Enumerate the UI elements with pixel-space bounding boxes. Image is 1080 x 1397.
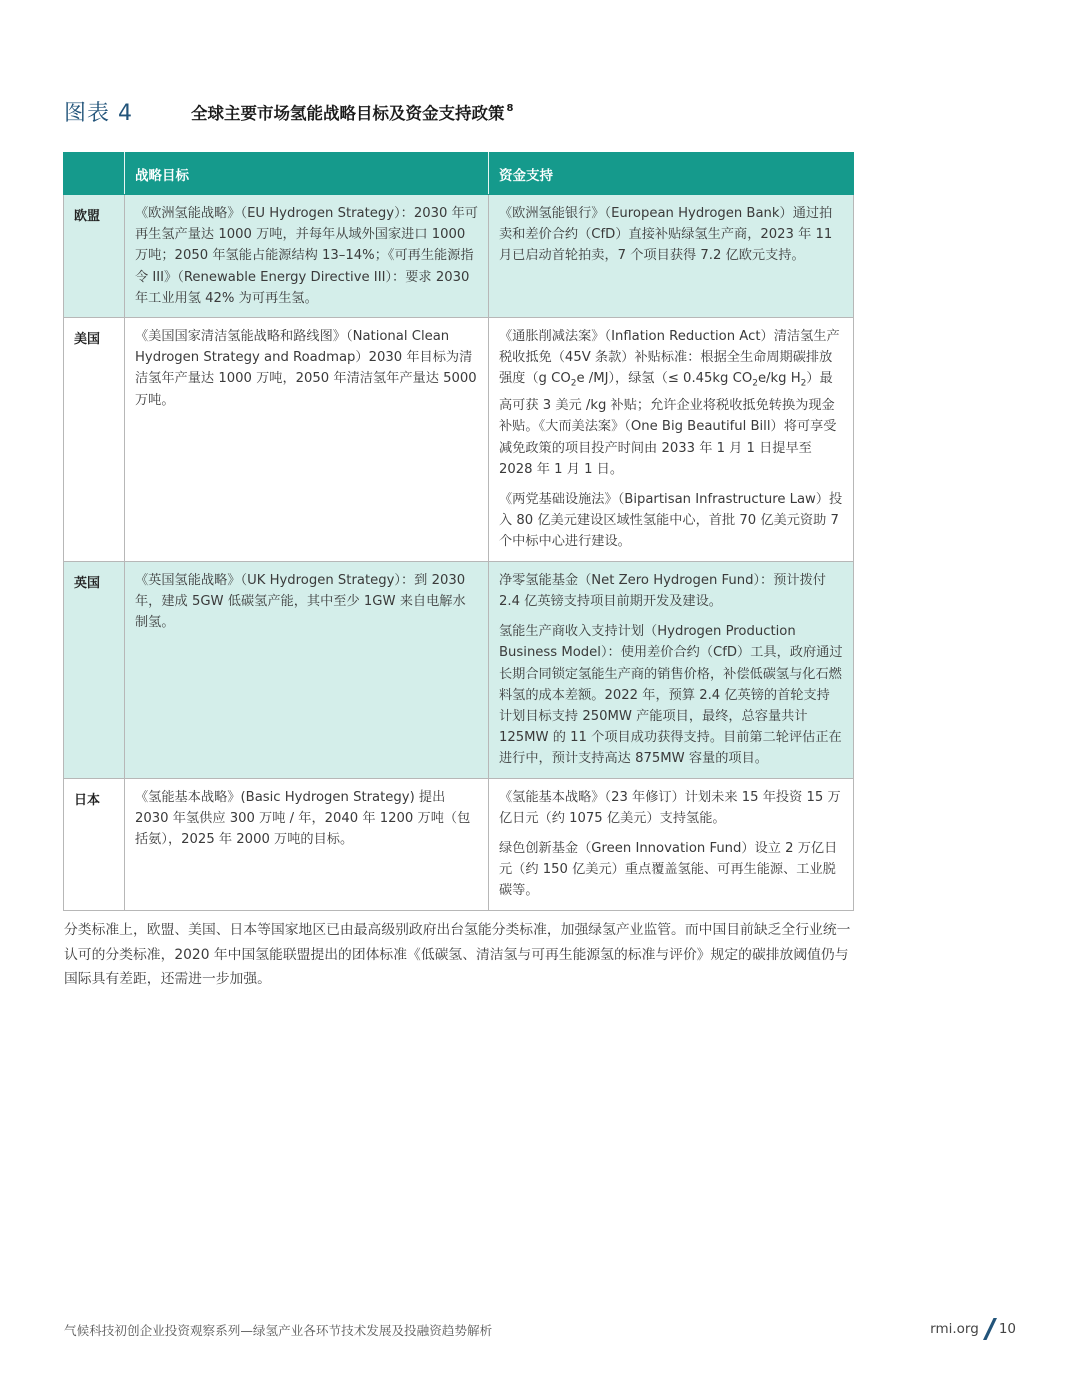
goal-text: 《英国氢能战略》（UK Hydrogen Strategy）：到 2030 年，建成 5GW 低碳氢产能，其中至少 1GW 来自电解水制氢。 — [135, 572, 466, 631]
funding-cell — [489, 318, 854, 562]
footer-series-title: 气候科技初创企业投资观察系列—绿氢产业各环节技术发展及投融资趋势解析 — [64, 1323, 493, 1338]
funding-text: 净零氢能基金（Net Zero Hydrogen Fund）：预计拨付 2.4 亿英镑支持项目前期开发及建设。 — [499, 572, 826, 609]
funding-text: 绿色创新基金（Green Innovation Fund）设立 2 万亿日元（约 150 亿美元）重点覆盖氢能、可再生能源、工业脱碳等。 — [499, 840, 838, 899]
subscript: 2 — [570, 379, 577, 390]
funding-text-part: 《通胀削减法案》（Inflation Reduction Act）清洁氢生产税收抵免（45V 条款）补贴标准：根据全生命周期碳排放强度（g CO — [499, 329, 840, 387]
figure-title — [191, 100, 513, 124]
goal-text: 《氢能基本战略》(Basic Hydrogen Strategy) 提出 2030 年氢供应 300 万吨 / 年，2040 年 1200 万吨（包括氨），2025 年 2000 万吨的目标。 — [135, 789, 471, 847]
goal-cell — [125, 778, 489, 910]
footer-site-link[interactable]: rmi.org — [930, 1321, 979, 1337]
slash-icon — [983, 1318, 997, 1340]
region-label: 美国 — [64, 318, 125, 562]
goal-cell — [125, 318, 489, 562]
body-paragraph: 分类标准上，欧盟、美国、日本等国家地区已由最高级别政府出台氢能分类标准，加强绿氢产业监管。而中国目前缺乏全行业统一认可的分类标准，2020 年中国氢能联盟提出的团体标准《低碳氢、清洁氢与可再生能源氢的标准与评价》规定的碳排放阈值仍与国际具有差距，还需进一步加强。 — [64, 922, 851, 987]
column-header-goal: 战略目标 — [125, 153, 489, 195]
goal-text: 《美国国家清洁氢能战略和路线图》（National Clean Hydrogen Strategy and Roadmap）2030 年目标为清洁氢年产量达 1000 万吨，2050 年清洁氢年产量达 5000 万吨。 — [135, 329, 477, 408]
figure-title-text: 全球主要市场氢能战略目标及资金支持政策 — [191, 104, 505, 123]
footer-page-info — [930, 1317, 1016, 1341]
page-number: 10 — [998, 1321, 1016, 1337]
figure-footnote-marker: 8 — [506, 102, 514, 114]
column-header-region — [64, 153, 125, 195]
funding-text — [499, 326, 843, 480]
table-row-us — [64, 318, 854, 562]
table-row-japan — [64, 778, 854, 910]
region-label: 英国 — [64, 561, 125, 778]
funding-text: 《氢能基本战略》（23 年修订）计划未来 15 年投资 15 万亿日元（约 1075 亿美元）支持氢能。 — [499, 789, 841, 826]
policy-table — [63, 152, 854, 911]
table-row-eu — [64, 195, 854, 318]
funding-cell — [489, 778, 854, 910]
table-row-uk — [64, 561, 854, 778]
column-header-funding: 资金支持 — [489, 153, 854, 195]
funding-text-part: ）最高可获 3 美元 /kg 补贴；允许企业将税收抵免转换为现金补贴。《大而美法案》（One Big Beautiful Bill）将可享受减免政策的项目投产时间由 2033 年 1 月 1 日提早至 2028 年 1 月 1 日。 — [499, 371, 837, 477]
region-label: 欧盟 — [64, 195, 125, 318]
goal-cell — [125, 561, 489, 778]
region-label: 日本 — [64, 778, 125, 910]
subscript: 2 — [800, 379, 807, 390]
goal-text: 《欧洲氢能战略》（EU Hydrogen Strategy）：2030 年可再生氢产量达 1000 万吨，并每年从域外国家进口 1000 万吨；2050 年氢能占能源结构 13–14%；《可再生能源指令 III》（Renewable Energy Directive III）：要求 2030 年工业用氢 42% 为可再生氢。 — [135, 206, 478, 306]
figure-header — [64, 96, 864, 128]
table-header-row — [64, 153, 854, 195]
funding-text-part: e/kg H — [757, 371, 801, 387]
funding-cell — [489, 561, 854, 778]
funding-text: 《欧洲氢能银行》（European Hydrogen Bank）通过拍卖和差价合约（CfD）直接补贴绿氢生产商，2023 年 11 月已启动首轮拍卖，7 个项目获得 7.2 亿欧元支持。 — [499, 206, 833, 264]
funding-text: 《两党基础设施法》（Bipartisan Infrastructure Law）投入 80 亿美元建设区域性氢能中心，首批 70 亿美元资助 7 个中标中心进行建设。 — [499, 492, 843, 550]
funding-text-part: e /MJ），绿氢（≤ 0.45kg CO — [576, 371, 753, 387]
funding-text: 氢能生产商收入支持计划（Hydrogen Production Business Model）：使用差价合约（CfD）工具，政府通过长期合同锁定氢能生产商的销售价格，补偿低碳氢与化石燃料氢的成本差额。2022 年，预算 2.4 亿英镑的首轮支持计划目标支持 250MW 产能项目，最终，总容量共计 125MW 的 11 个项目成功获得支持。目前第二轮评估正在进行中，预计支持高达 875MW 容量的项目。 — [499, 624, 843, 767]
figure-number: 图表 4 — [64, 101, 133, 126]
funding-cell — [489, 195, 854, 318]
subscript: 2 — [752, 379, 758, 390]
goal-cell — [125, 195, 489, 318]
